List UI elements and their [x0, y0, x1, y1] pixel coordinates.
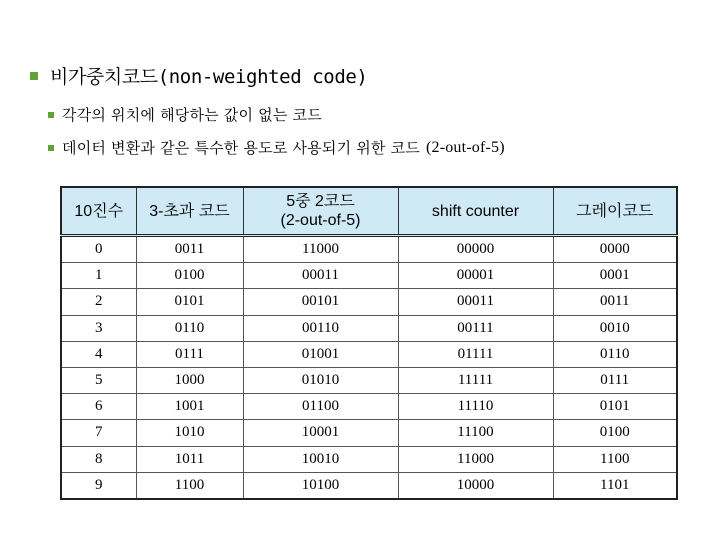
cell: 0101: [553, 394, 677, 420]
cell: 1100: [136, 472, 243, 499]
cell: 0111: [553, 367, 677, 393]
cell: 4: [61, 341, 136, 367]
table-row: [61, 472, 677, 499]
cell: 0011: [136, 236, 243, 263]
cell: 11000: [243, 236, 398, 263]
cell: 7: [61, 420, 136, 446]
cell: 11100: [398, 420, 553, 446]
header-gray-code: 그레이코드: [553, 187, 677, 236]
cell: 00011: [398, 289, 553, 315]
table-row: [61, 446, 677, 472]
cell: 0100: [136, 263, 243, 289]
cell: 2: [61, 289, 136, 315]
sub-bullet-1: [48, 104, 322, 125]
table-row: [61, 263, 677, 289]
cell: 0111: [136, 341, 243, 367]
cell: 00011: [243, 263, 398, 289]
cell: 3: [61, 315, 136, 341]
sub-bullet-2: [48, 137, 505, 158]
cell: 1100: [553, 446, 677, 472]
cell: 11110: [398, 394, 553, 420]
cell: 10100: [243, 472, 398, 499]
cell: 0110: [553, 341, 677, 367]
header-shift-counter: shift counter: [398, 187, 553, 236]
cell: 0100: [553, 420, 677, 446]
cell: 1000: [136, 367, 243, 393]
square-bullet-icon: [48, 145, 54, 151]
cell: 10001: [243, 420, 398, 446]
table-row: [61, 420, 677, 446]
cell: 1010: [136, 420, 243, 446]
cell: 01100: [243, 394, 398, 420]
header-2-out-of-5: 5중 2코드 (2-out-of-5): [243, 187, 398, 236]
cell: 1011: [136, 446, 243, 472]
table-row: [61, 394, 677, 420]
code-table: [60, 186, 678, 500]
cell: 00101: [243, 289, 398, 315]
cell: 0011: [553, 289, 677, 315]
sub-bullet-text: 데이터 변환과 같은 특수한 용도로 사용되기 위한 코드: [62, 139, 420, 157]
cell: 01010: [243, 367, 398, 393]
cell: 0000: [553, 236, 677, 263]
cell: 1101: [553, 472, 677, 499]
table-row: [61, 315, 677, 341]
cell: 00111: [398, 315, 553, 341]
cell: 9: [61, 472, 136, 499]
cell: 0101: [136, 289, 243, 315]
table-row: [61, 236, 677, 263]
cell: 11111: [398, 367, 553, 393]
main-bullet-text: 비가중치코드(non-weighted code): [50, 66, 368, 88]
cell: 5: [61, 367, 136, 393]
cell: 01111: [398, 341, 553, 367]
cell: 1: [61, 263, 136, 289]
cell: 00001: [398, 263, 553, 289]
cell: 11000: [398, 446, 553, 472]
table-row: [61, 367, 677, 393]
cell: 8: [61, 446, 136, 472]
cell: 10000: [398, 472, 553, 499]
main-bullet: [30, 62, 367, 89]
cell: 1001: [136, 394, 243, 420]
table-row: [61, 289, 677, 315]
cell: 10010: [243, 446, 398, 472]
header-excess-3: 3-초과 코드: [136, 187, 243, 236]
cell: 0001: [553, 263, 677, 289]
cell: 0110: [136, 315, 243, 341]
cell: 00110: [243, 315, 398, 341]
header-decimal: 10진수: [61, 187, 136, 236]
sub-bullet-suffix: (2-out-of-5): [425, 138, 505, 156]
table-row: [61, 341, 677, 367]
square-bullet-icon: [30, 72, 38, 80]
cell: 6: [61, 394, 136, 420]
cell: 01001: [243, 341, 398, 367]
sub-bullet-text: 각각의 위치에 해당하는 값이 없는 코드: [62, 106, 322, 124]
square-bullet-icon: [48, 112, 54, 118]
cell: 0: [61, 236, 136, 263]
table-header-row: [61, 187, 677, 236]
cell: 00000: [398, 236, 553, 263]
cell: 0010: [553, 315, 677, 341]
